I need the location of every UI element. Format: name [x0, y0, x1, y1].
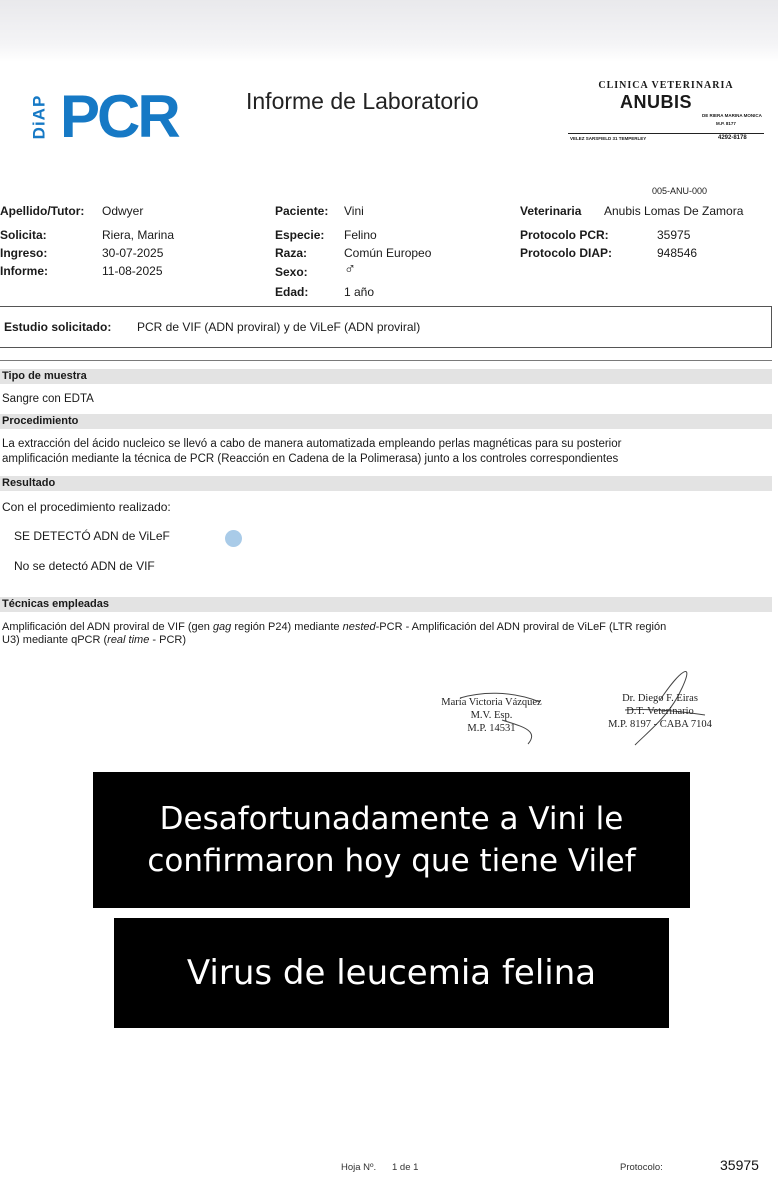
- vet-label: Veterinaria: [520, 204, 582, 218]
- signer-1-mp: M.P. 14531: [467, 723, 516, 734]
- solicita-value: Riera, Marina: [102, 228, 175, 242]
- signer-2-title: D.T. Veterinario: [626, 706, 694, 717]
- signer-2-name: Dr. Diego F. Eiras: [622, 693, 698, 704]
- section-title: Tipo de muestra: [2, 370, 87, 382]
- lab-code: 005-ANU-000: [652, 186, 708, 196]
- clinic-owner: DE RIERA MARINA MONICA: [702, 113, 762, 118]
- study-value: PCR de VIF (ADN proviral) y de ViLeF (ADN proviral): [137, 320, 421, 334]
- divider: [0, 360, 772, 361]
- subtitle-text: Virus de leucemia felina: [186, 953, 597, 993]
- footer-protocol-value: 35975: [720, 1157, 759, 1173]
- footer-protocol-label: Protocolo:: [620, 1162, 663, 1173]
- informe-value: 11-08-2025: [102, 264, 163, 278]
- especie-value: Felino: [344, 228, 377, 242]
- resultado-vif: No se detectó ADN de VIF: [14, 559, 155, 573]
- clinic-brand: ANUBIS: [620, 92, 693, 112]
- tutor-label: Apellido/Tutor:: [0, 204, 85, 218]
- signer-1-name: María Victoria Vázquez: [441, 697, 542, 708]
- raza-value: Común Europeo: [344, 246, 432, 260]
- resultado-vilef: SE DETECTÓ ADN de ViLeF: [14, 529, 170, 543]
- sexo-label: Sexo:: [275, 265, 308, 279]
- caption-overlay: [93, 772, 690, 908]
- top-shadow: [0, 0, 778, 62]
- hoja-label: Hoja Nº.: [341, 1162, 377, 1173]
- clinic-divider: [568, 133, 764, 134]
- pcr-protocol-label: Protocolo PCR:: [520, 228, 609, 242]
- clinic-heading: CLINICA VETERINARIA: [598, 80, 734, 91]
- report-title: Informe de Laboratorio: [246, 88, 479, 114]
- tecnicas-line-2: U3) mediante qPCR (real time - PCR): [2, 634, 187, 646]
- diap-protocol-label: Protocolo DIAP:: [520, 246, 612, 260]
- paciente-value: Vini: [344, 204, 364, 218]
- procedimiento-line-2: amplificación mediante la técnica de PCR (Reacción en Cadena de la Polimerasa) junto a los controles correspondientes: [2, 453, 619, 465]
- study-label: Estudio solicitado:: [4, 320, 112, 334]
- clinic-phone: 4292-8178: [718, 135, 747, 141]
- ingreso-label: Ingreso:: [0, 246, 48, 260]
- raza-label: Raza:: [275, 246, 308, 260]
- ingreso-value: 30-07-2025: [102, 246, 164, 260]
- section-muestra-header: [0, 369, 772, 384]
- logo-prefix: DiAP: [29, 94, 49, 140]
- result-marker-dot: [225, 530, 242, 547]
- especie-label: Especie:: [275, 228, 325, 242]
- resultado-intro: Con el procedimiento realizado:: [2, 500, 171, 514]
- study-box: [0, 306, 772, 348]
- section-resultado-header: [0, 476, 772, 491]
- pcr-logo: PCR: [60, 83, 178, 150]
- section-title: Procedimiento: [2, 415, 79, 427]
- clinic-stamp: [568, 80, 764, 141]
- signer-2-mp: M.P. 8197 - CABA 7104: [608, 719, 712, 730]
- edad-value: 1 año: [344, 285, 375, 299]
- muestra-text: Sangre con EDTA: [2, 393, 94, 405]
- male-symbol-icon: ♂: [344, 261, 356, 278]
- tecnicas-line-1: Amplificación del ADN proviral de VIF (gen gag región P24) mediante nested-PCR - Amplificación del ADN proviral de ViLeF (LTR región: [2, 621, 667, 633]
- clinic-mp: M.P. 8177: [716, 121, 736, 126]
- edad-label: Edad:: [275, 285, 309, 299]
- signature-1: [424, 696, 559, 735]
- section-title: Resultado: [2, 477, 56, 489]
- section-title: Técnicas empleadas: [2, 598, 110, 610]
- caption-line-1: Desafortunadamente a Vini le: [159, 801, 624, 837]
- diap-logo: [29, 88, 58, 148]
- informe-label: Informe:: [0, 264, 48, 278]
- subtitle-overlay: [114, 918, 669, 1028]
- section-procedimiento-header: [0, 414, 772, 429]
- signature-2: [585, 692, 735, 731]
- tutor-value: Odwyer: [102, 204, 144, 218]
- clinic-address: VELEZ SARSFIELD 31 TEMPERLEY: [570, 136, 647, 141]
- section-tecnicas-header: [0, 597, 772, 612]
- caption-line-2: confirmaron hoy que tiene Vilef: [147, 843, 636, 879]
- vet-value: Anubis Lomas De Zamora: [604, 204, 744, 218]
- solicita-label: Solicita:: [0, 228, 47, 242]
- paciente-label: Paciente:: [275, 204, 329, 218]
- pcr-protocol-value: 35975: [657, 228, 691, 242]
- diap-protocol-value: 948546: [657, 246, 698, 260]
- hoja-value: 1 de 1: [392, 1162, 419, 1173]
- signer-1-title: M.V. Esp.: [470, 710, 513, 721]
- procedimiento-line-1: La extracción del ácido nucleico se llevó a cabo de manera automatizada empleando perlas magnéticas para su posterior: [2, 438, 622, 450]
